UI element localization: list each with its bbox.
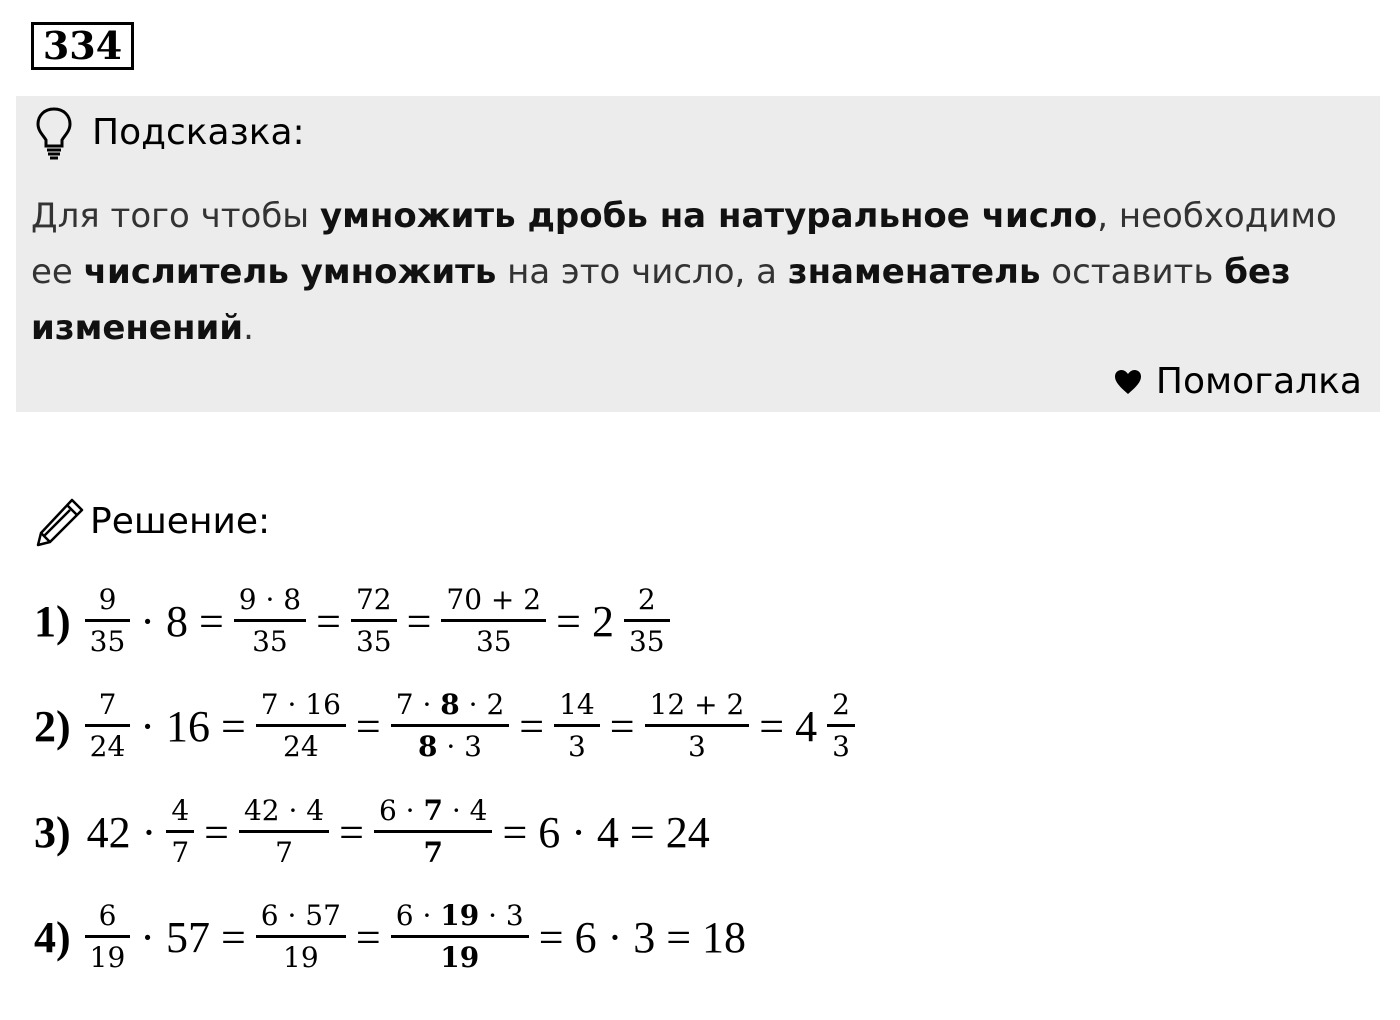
denominator: 3 xyxy=(827,724,855,761)
step-number: 4) xyxy=(34,912,71,962)
hint-header xyxy=(34,106,305,160)
numerator: 70 + 2 xyxy=(446,583,542,616)
fraction xyxy=(256,688,346,763)
numerator: 9 · 8 xyxy=(238,583,302,616)
hint-text-part: оставить xyxy=(1040,252,1225,292)
numerator: 4 xyxy=(171,794,190,827)
denominator: 35 xyxy=(234,619,306,656)
hint-box xyxy=(16,96,1380,412)
denominator xyxy=(391,724,510,761)
operator: · 16 = xyxy=(140,701,246,751)
denominator: 19 xyxy=(256,935,346,972)
operator: = xyxy=(355,912,381,962)
solution-step-1 xyxy=(34,583,674,658)
denominator: 35 xyxy=(351,619,397,656)
fraction xyxy=(554,688,600,763)
denominator: 19 xyxy=(85,935,131,972)
hint-text-part: Для того чтобы xyxy=(31,196,320,236)
fraction xyxy=(391,899,529,974)
hint-text-bold: без изменений xyxy=(31,252,1291,348)
operator: = 2 xyxy=(556,596,614,646)
fraction xyxy=(85,583,131,658)
cancelled-factor: 8 xyxy=(440,688,460,721)
solution-title: Решение: xyxy=(90,501,271,542)
denominator: 35 xyxy=(624,619,670,656)
fraction xyxy=(351,583,397,658)
step-number: 2) xyxy=(34,701,71,751)
denominator: 35 xyxy=(441,619,546,656)
operator: = 4 xyxy=(759,701,818,751)
numerator xyxy=(391,688,510,724)
numerator: 2 xyxy=(637,583,656,616)
problem-number: 334 xyxy=(31,22,134,70)
cancelled-factor: 7 xyxy=(423,794,443,827)
fraction xyxy=(645,688,750,763)
numerator-part: · 4 xyxy=(442,794,488,827)
numerator-part: 7 · xyxy=(395,688,441,721)
fraction xyxy=(234,583,306,658)
operator: = 6 · 4 = 24 xyxy=(502,807,710,857)
operator: = xyxy=(339,807,364,857)
numerator: 7 · 16 xyxy=(260,688,341,721)
operator: = xyxy=(609,701,635,751)
heart-icon xyxy=(1114,369,1142,395)
denominator-part: · 3 xyxy=(437,730,482,763)
operator: · 8 = xyxy=(140,596,224,646)
hint-text-bold: умножить дробь на натуральное число xyxy=(319,196,1098,236)
cancelled-factor: 8 xyxy=(418,730,438,763)
denominator: 35 xyxy=(85,619,131,656)
operator: = xyxy=(316,596,341,646)
operator: 42 · xyxy=(86,807,157,857)
hint-text-part: . xyxy=(243,308,254,348)
fraction xyxy=(256,899,346,974)
operator: · 57 = xyxy=(140,912,246,962)
numerator: 12 + 2 xyxy=(649,688,745,721)
numerator: 2 xyxy=(832,688,850,721)
fraction xyxy=(624,583,670,658)
solution-step-3 xyxy=(34,794,716,869)
brand-label: Помогалка xyxy=(1155,361,1362,402)
step-number: 1) xyxy=(34,596,71,646)
denominator: 24 xyxy=(256,724,346,761)
cancelled-factor: 19 xyxy=(440,899,480,932)
hint-title: Подсказка: xyxy=(92,112,305,153)
numerator: 72 xyxy=(355,583,392,616)
solution-step-2 xyxy=(34,688,859,763)
fraction xyxy=(827,688,855,763)
operator: = xyxy=(519,701,545,751)
solution-header xyxy=(34,496,270,548)
fraction xyxy=(85,899,131,974)
numerator: 9 xyxy=(98,583,117,616)
fraction xyxy=(166,794,194,869)
numerator: 7 xyxy=(98,688,117,721)
numerator xyxy=(391,899,529,935)
numerator: 6 · 57 xyxy=(260,899,341,932)
numerator-part: 6 · xyxy=(395,899,441,932)
numerator-part: 6 · xyxy=(378,794,424,827)
operator: = 6 · 3 = 18 xyxy=(538,912,747,962)
numerator xyxy=(374,794,493,830)
fraction xyxy=(441,583,546,658)
solution-step-4 xyxy=(34,899,752,974)
fraction xyxy=(85,688,131,763)
step-number: 3) xyxy=(34,807,71,857)
denominator: 7 xyxy=(374,830,493,867)
lightbulb-icon xyxy=(34,106,74,160)
numerator-part: · 3 xyxy=(479,899,524,932)
hint-text-bold: числитель умножить xyxy=(83,252,497,292)
fraction xyxy=(391,688,510,763)
fraction xyxy=(239,794,329,869)
denominator: 3 xyxy=(645,724,750,761)
denominator: 19 xyxy=(391,935,529,972)
fraction xyxy=(374,794,493,869)
denominator: 3 xyxy=(554,724,600,761)
brand xyxy=(1114,359,1362,405)
numerator: 14 xyxy=(559,688,595,721)
operator: = xyxy=(204,807,229,857)
hint-text xyxy=(31,188,1371,356)
hint-text-part: на это число, а xyxy=(496,252,788,292)
operator: = xyxy=(355,701,381,751)
denominator: 7 xyxy=(239,830,329,867)
hint-text-part: , необходимо ее xyxy=(31,196,1337,292)
numerator: 6 xyxy=(98,899,117,932)
operator: = xyxy=(406,596,432,646)
hint-text-bold: знаменатель xyxy=(787,252,1041,292)
denominator: 24 xyxy=(85,724,131,761)
pencil-icon xyxy=(34,496,86,548)
numerator: 42 · 4 xyxy=(243,794,325,827)
numerator-part: · 2 xyxy=(459,688,505,721)
denominator: 7 xyxy=(166,830,194,867)
